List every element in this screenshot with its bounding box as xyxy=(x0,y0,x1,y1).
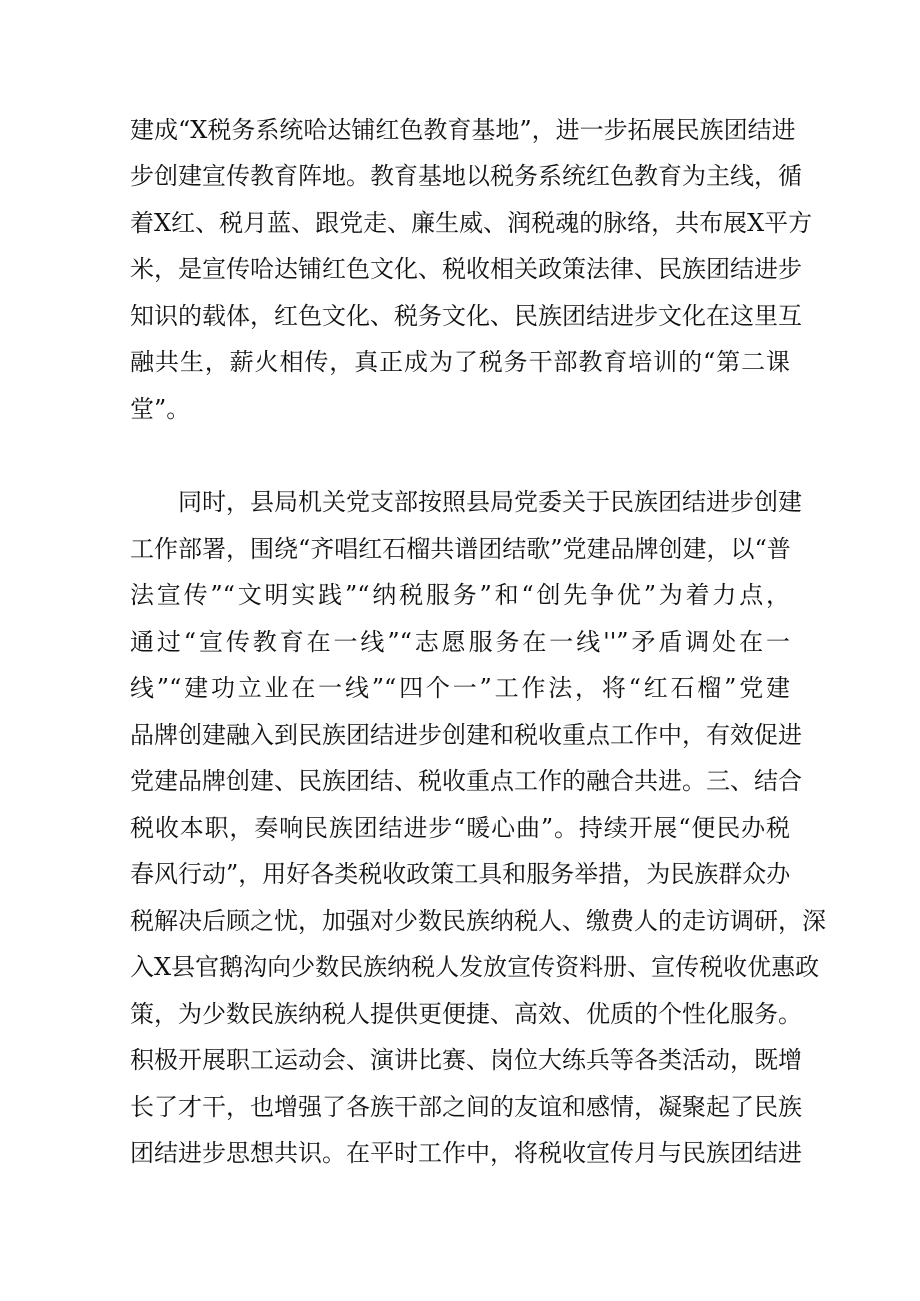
paragraph-1-line-6: 融共生，薪火相传，真正成为了税务干部教育培训的“第二课 xyxy=(130,348,790,376)
paragraph-2-line-3: 法宣传”“文明实践”“纳税服务”和“创先争优”为着力点， xyxy=(130,581,790,609)
paragraph-2-line-12: 策，为少数民族纳税人提供更便捷、高效、优质的个性化服务。 xyxy=(130,1000,802,1028)
paragraph-2-line-5: 线”“建功立业在一线”“四个一”工作法，将“红石榴”党建 xyxy=(130,674,790,702)
paragraph-2-line-13: 积极开展职工运动会、演讲比赛、岗位大练兵等各类活动，既增 xyxy=(130,1046,802,1074)
paragraph-2-line-10: 税解决后顾之忧，加强对少数民族纳税人、缴费人的走访调研，深 xyxy=(130,907,826,935)
paragraph-2-line-6: 品牌创建融入到民族团结进步创建和税收重点工作中，有效促进 xyxy=(130,721,802,749)
paragraph-1-line-4: 米，是宣传哈达铺红色文化、税收相关政策法律、民族团结进步 xyxy=(130,255,802,283)
paragraph-2-line-15: 团结进步思想共识。在平时工作中，将税收宣传月与民族团结进 xyxy=(130,1139,802,1167)
paragraph-1-line-1: 建成“X税务系统哈达铺红色教育基地”，进一步拓展民族团结进 xyxy=(130,116,796,144)
paragraph-2-line-9: 春风行动”，用好各类税收政策工具和服务举措，为民族群众办 xyxy=(130,860,791,888)
paragraph-2-line-7: 党建品牌创建、民族团结、税收重点工作的融合共进。三、结合 xyxy=(130,767,802,795)
paragraph-1-line-5: 知识的载体，红色文化、税务文化、民族团结进步文化在这里互 xyxy=(130,302,802,330)
paragraph-2-line-11: 入X县官鹅沟向少数民族纳税人发放宣传资料册、宣传税收优惠政 xyxy=(130,953,820,981)
paragraph-1-line-7: 堂”。 xyxy=(130,395,191,423)
paragraph-1-line-2: 步创建宣传教育阵地。教育基地以税务系统红色教育为主线，循 xyxy=(130,162,802,190)
paragraph-2-line-2: 工作部署，围绕“齐唱红石榴共谱团结歌”党建品牌创建，以“普 xyxy=(130,535,791,563)
paragraph-2-line-8: 税收本职，奏响民族团结进步“暖心曲”。持续开展“便民办税 xyxy=(130,814,790,842)
paragraph-1-line-3: 着X红、税月蓝、跟党走、廉生威、润税魂的脉络，共布展X平方 xyxy=(130,209,813,237)
paragraph-2-line-4: 通过“宣传教育在一线”“志愿服务在一线''”矛盾调处在一 xyxy=(130,628,790,656)
paragraph-2-line-14: 长了才干，也增强了各族干部之间的友谊和感情，凝聚起了民族 xyxy=(130,1093,802,1121)
paragraph-2-line-1: 同时，县局机关党支部按照县局党委关于民族团结进步创建 xyxy=(178,488,802,516)
